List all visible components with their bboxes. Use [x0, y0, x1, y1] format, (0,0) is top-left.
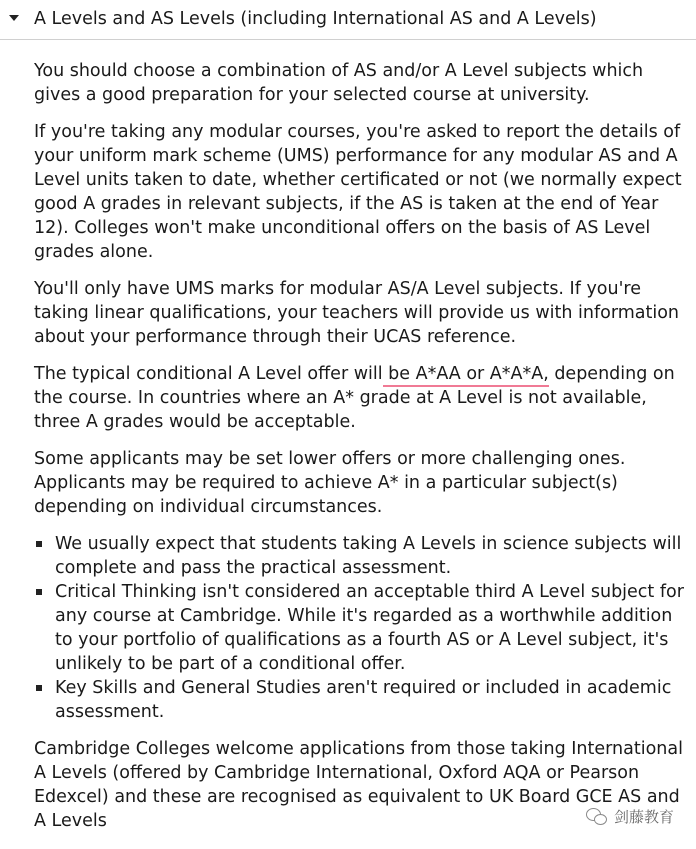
wechat-icon [586, 808, 608, 826]
paragraph-typical-offer [34, 362, 684, 434]
paragraph-international-a-levels: Cambridge Colleges welcome applications from those taking International A Levels (offered by Cambridge International, Oxford AQA or Pearson Edexcel) and these are recognised as equivalent to UK Board GCE AS and A Levels [34, 739, 683, 831]
chevron-down-icon[interactable] [9, 15, 19, 21]
list-item-text: Key Skills and General Studies aren't required or included in academic assessment. [55, 678, 672, 722]
list-item [34, 676, 684, 724]
paragraph-ums-marks: You'll only have UMS marks for modular AS/A Level subjects. If you're taking linear qualifications, your teachers will provide us with information about your performance through their UCAS reference. [34, 279, 680, 347]
watermark [586, 806, 674, 827]
list-item [34, 532, 684, 580]
list-item-text: Critical Thinking isn't considered an acceptable third A Level subject for any course at Cambridge. While it's regarded as a worthwhile addition to your portfolio of qualifications as a fourth AS or A Level subject, it's unlikely to be part of a conditional offer. [55, 582, 684, 674]
watermark-text: 剑藤教育 [613, 808, 674, 826]
accordion-title: A Levels and AS Levels (including International AS and A Levels) [34, 9, 597, 29]
paragraph-subject-choice: You should choose a combination of AS and/or A Level subjects which gives a good preparation for your selected course at university. [34, 61, 644, 105]
bullet-icon [36, 541, 42, 547]
list-item [34, 580, 684, 676]
typical-offer-highlight: be A*AA or A*A*A, [383, 364, 549, 387]
bullet-icon [36, 589, 42, 595]
bullet-icon [36, 685, 42, 691]
requirements-list [34, 532, 684, 724]
typical-offer-text-end: depending on the course. In countries where an A* grade at A Level is not available, three A grades would be acceptable. [34, 364, 675, 432]
list-item-text: We usually expect that students taking A Levels in science subjects will complete and pass the practical assessment. [55, 534, 682, 578]
accordion-content [34, 59, 684, 846]
typical-offer-text-start: The typical conditional A Level offer will [34, 364, 383, 384]
paragraph-modular-courses: If you're taking any modular courses, you're asked to report the details of your uniform mark scheme (UMS) performance for any modular AS and A Level units taken to date, whether certificated or not (we normally expect good A grades in relevant subjects, if the AS is taken at the end of Year 12). Colleges won't make unconditional offers on the basis of AS Level grades alone. [34, 122, 682, 262]
paragraph-lower-offers: Some applicants may be set lower offers or more challenging ones. Applicants may be required to achieve A* in a particular subject(s) depending on individual circumstances. [34, 449, 626, 517]
accordion-header[interactable] [0, 0, 696, 40]
